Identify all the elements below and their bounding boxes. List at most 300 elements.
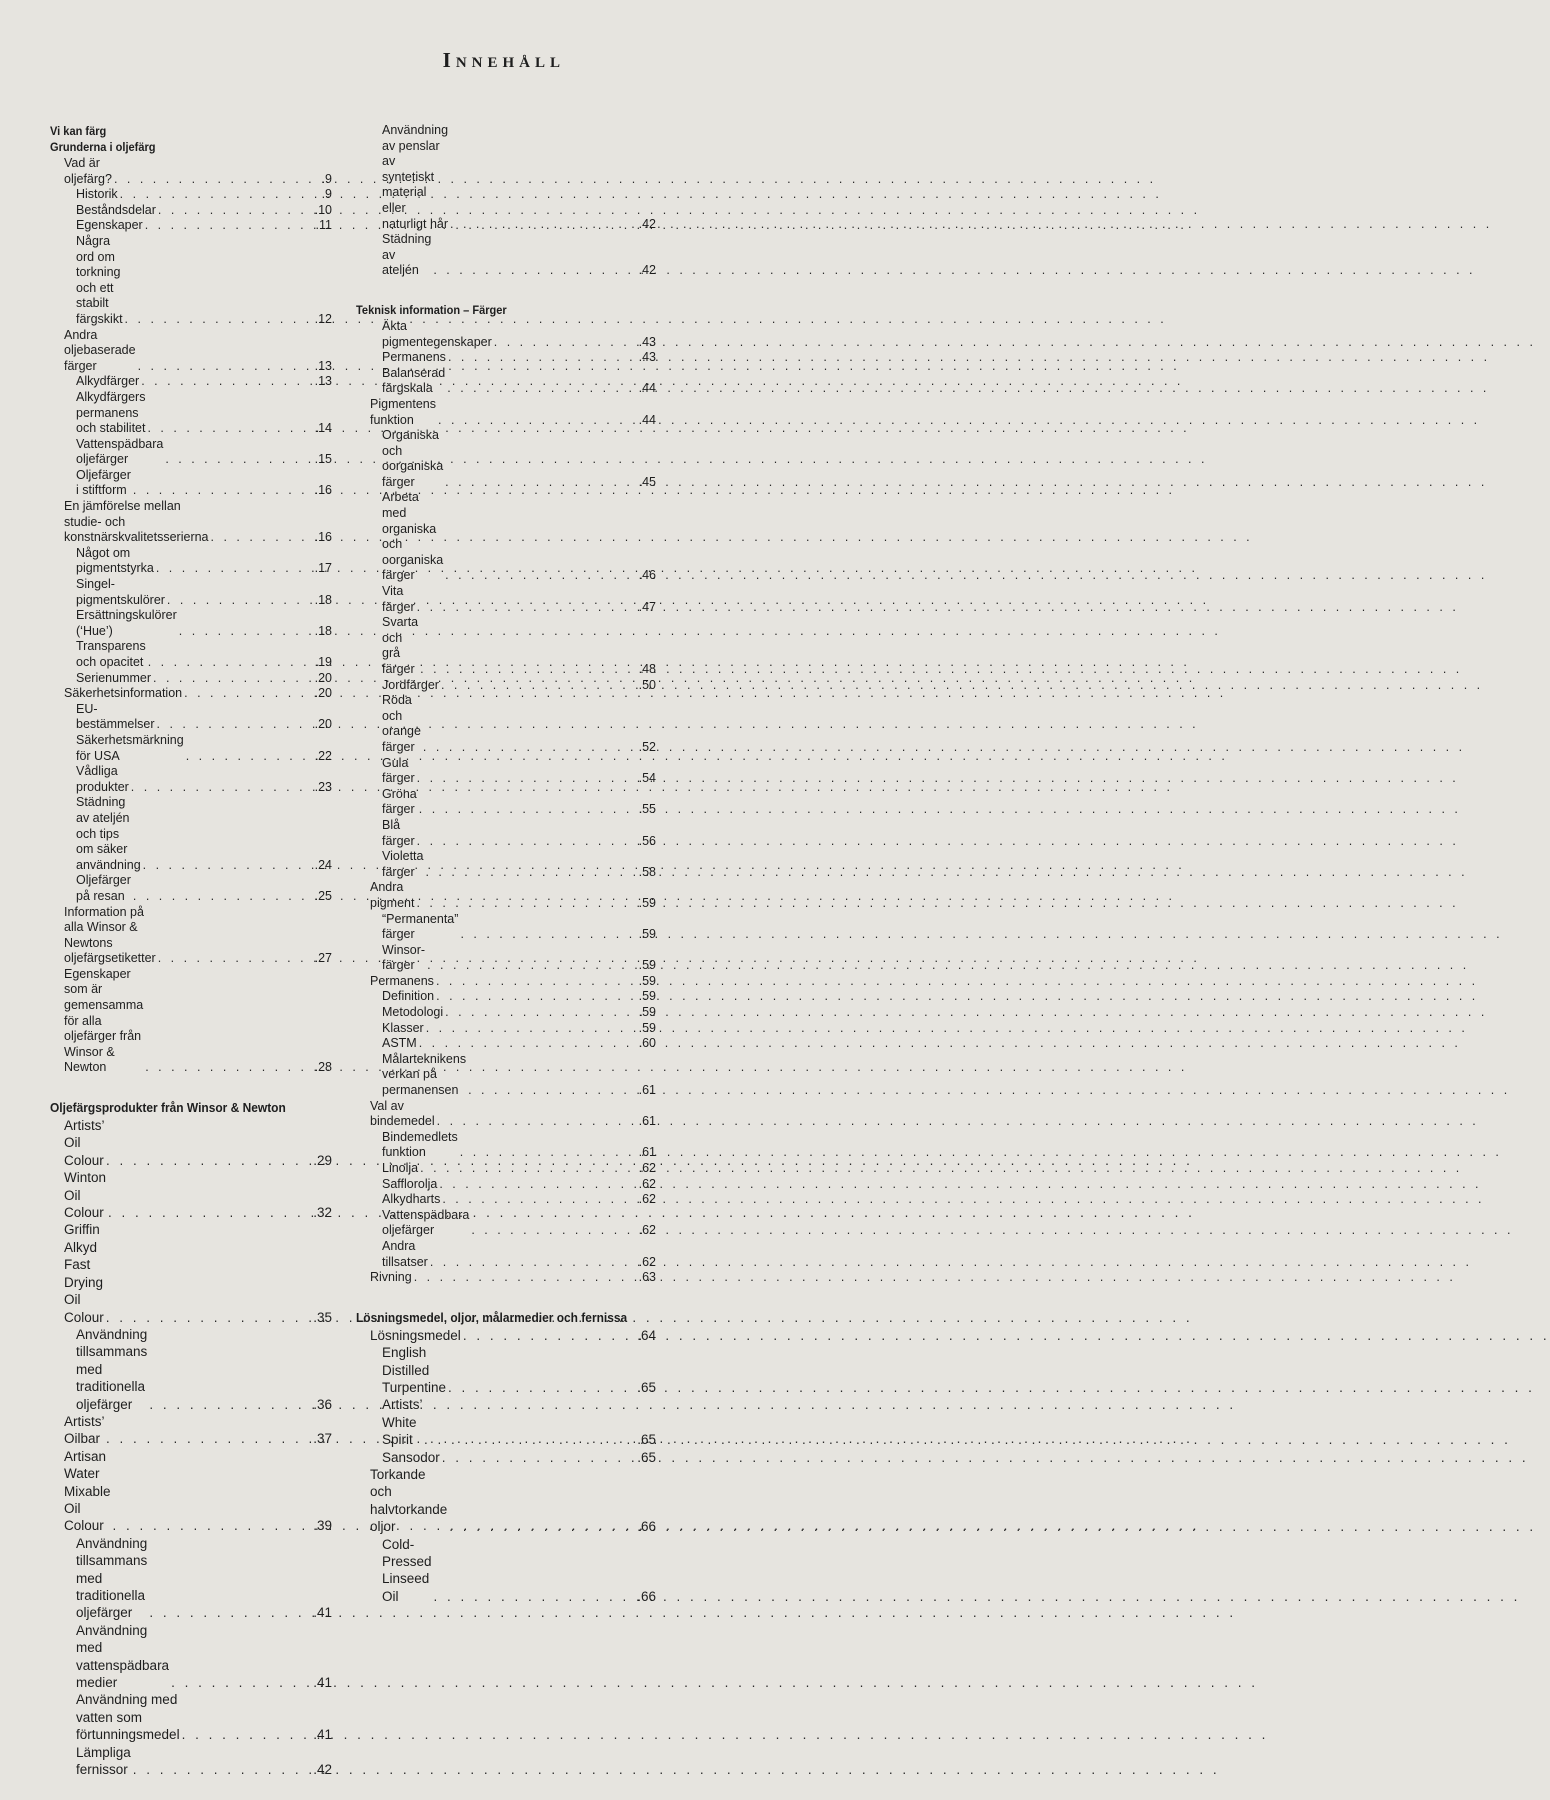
toc-entry-label: Röda och orange färger	[382, 693, 421, 754]
toc-entry-label: Definition	[382, 989, 435, 1004]
toc-entry	[50, 905, 332, 967]
leader-dots	[445, 381, 637, 397]
toc-list-basics	[50, 156, 332, 1076]
toc-entry-page: .45	[638, 474, 656, 489]
toc-entry-page: .24	[314, 857, 332, 872]
section-heading: Lösningsmedel, oljor, målarmedier och fernissa	[356, 1309, 628, 1325]
toc-entry-label: En jämförelse mellan studie- och konstnärskvalitetsserierna	[64, 499, 209, 545]
toc-entry	[50, 639, 332, 670]
toc-entry-page: .62	[638, 1254, 656, 1269]
toc-entry-label: Säkerhetsmärkning för USA	[76, 732, 184, 763]
leader-dots	[141, 858, 314, 874]
toc-entry-page: .22	[314, 748, 332, 763]
toc-entry-page: .14	[314, 421, 332, 436]
toc-entry-page: .55	[638, 802, 656, 817]
toc-entry-label: Griffin Alkyd Fast Drying Oil Colour	[64, 1222, 104, 1325]
leader-dots	[469, 1223, 637, 1239]
toc-entry	[50, 1622, 332, 1692]
toc-entry-page: .16	[314, 530, 332, 545]
leader-dots	[180, 1726, 313, 1743]
toc-entry-label: Vad är oljefärg?	[64, 156, 112, 186]
leader-dots	[184, 749, 314, 765]
leader-dots	[182, 686, 313, 702]
toc-entry-label: Ersättningskulörer (‘Hue’)	[76, 608, 177, 638]
toc-entry	[356, 943, 656, 974]
toc-entry	[356, 1327, 656, 1344]
toc-entry-page: .13	[314, 374, 332, 389]
leader-dots	[131, 889, 314, 905]
toc-list-solvents	[356, 1327, 656, 1606]
toc-entry	[356, 756, 656, 787]
toc-entry-page: .28	[314, 1060, 332, 1075]
toc-entry	[356, 974, 656, 990]
toc-entry-label: “Permanenta” färger	[382, 911, 459, 942]
leader-dots	[131, 1761, 312, 1778]
toc-entry	[356, 1239, 656, 1270]
toc-entry-page: .36	[313, 1396, 332, 1412]
leader-dots	[165, 593, 314, 609]
toc-entry-page: .32	[313, 1205, 332, 1221]
toc-entry-label: Klasser	[382, 1020, 424, 1035]
leader-dots	[424, 1021, 638, 1037]
leader-dots	[151, 671, 314, 687]
leader-dots	[446, 1379, 636, 1396]
toc-entry-page: .61	[638, 1145, 656, 1160]
toc-entry	[356, 1449, 656, 1466]
toc-entry	[50, 218, 332, 234]
leader-dots	[417, 802, 638, 818]
toc-entry-page: .43	[638, 350, 656, 365]
toc-entry-label: Vattenspädbara oljefärger	[382, 1207, 470, 1238]
toc-entry-page: .23	[314, 779, 332, 794]
toc-entry	[50, 795, 332, 873]
toc-entry-page: .62	[638, 1192, 656, 1207]
toc-entry	[50, 1326, 332, 1413]
toc-entry	[356, 849, 656, 880]
toc-entry-label: Singel-pigmentskulörer	[76, 577, 165, 607]
leader-dots	[139, 374, 313, 390]
leader-dots	[131, 483, 314, 499]
toc-entry-page: .62	[638, 1161, 656, 1175]
toc-entry	[356, 366, 656, 397]
leader-dots	[440, 1449, 636, 1466]
toc-entry-page: .16	[314, 483, 332, 498]
toc-entry-label: Metodologi	[382, 1005, 444, 1020]
toc-entry-page: .47	[638, 599, 656, 614]
toc-entry	[356, 1161, 656, 1177]
toc-entry	[356, 123, 656, 232]
leader-dots	[123, 312, 314, 328]
toc-entry-label: ASTM	[382, 1036, 417, 1051]
leader-dots	[177, 624, 314, 640]
toc-entry-page: .27	[314, 951, 332, 966]
toc-entry	[356, 678, 656, 694]
toc-entry-page: .25	[314, 888, 332, 903]
toc-entry	[50, 686, 332, 702]
toc-entry-label: Balanserad färgskala	[382, 365, 446, 396]
toc-entry-page: .17	[314, 561, 332, 576]
toc-entry	[50, 328, 332, 375]
leader-dots	[423, 865, 637, 881]
toc-entry-page: .65	[637, 1432, 656, 1448]
toc-entry-page: .59	[638, 1020, 656, 1035]
leader-dots	[437, 1177, 637, 1193]
toc-entry-page: .58	[638, 864, 656, 879]
toc-entry-label: Jordfärger	[382, 677, 439, 692]
toc-entry	[50, 187, 332, 203]
toc-entry-page: .59	[638, 989, 656, 1004]
toc-entry	[356, 1177, 656, 1193]
toc-entry-page: .61	[638, 1114, 656, 1129]
toc-entry-page: .60	[638, 1036, 656, 1051]
toc-entry	[50, 1117, 332, 1169]
toc-entry-page: .50	[638, 677, 656, 692]
leader-dots	[435, 1114, 638, 1130]
toc-entry-label: Artists’ Oil Colour	[64, 1118, 104, 1168]
toc-entry-label: Svarta och grå färger	[382, 615, 419, 676]
toc-entry	[50, 1221, 332, 1325]
toc-entry-page: .20	[314, 670, 332, 685]
toc-list-technical	[356, 319, 656, 1286]
toc-entry-label: Beståndsdelar	[76, 202, 156, 217]
toc-entry-page: .62	[638, 1223, 656, 1238]
leader-dots	[147, 1604, 312, 1621]
leader-dots	[111, 1517, 313, 1534]
toc-entry-label: Safflorolja	[382, 1176, 438, 1191]
toc-entry	[50, 608, 332, 639]
leader-dots	[104, 1430, 312, 1447]
toc-entry	[356, 912, 656, 943]
toc-entry-label: Bindemedlets funktion	[382, 1129, 458, 1160]
toc-entry-label: Violetta färger	[382, 849, 424, 879]
toc-entry	[50, 1169, 332, 1221]
toc-entry-page: .10	[314, 202, 332, 217]
leader-dots	[415, 834, 638, 850]
toc-entry-page: .59	[638, 895, 656, 910]
toc-entry-label: Permanens	[382, 350, 446, 365]
toc-entry-page: .59	[638, 1005, 656, 1020]
leader-dots	[436, 413, 638, 429]
toc-entry	[356, 693, 656, 755]
toc-entry-page: .65	[637, 1449, 656, 1465]
toc-entry-page: .66	[637, 1588, 656, 1604]
toc-entry-page: .42	[313, 1762, 332, 1778]
leader-dots	[443, 1005, 637, 1021]
toc-entry-page: .44	[638, 381, 656, 396]
toc-entry-label: Säkerhetsinformation	[64, 686, 183, 701]
leader-dots	[154, 561, 314, 577]
toc-entry-label: Något om pigmentstyrka	[76, 545, 154, 576]
toc-entry-page: .59	[638, 958, 656, 973]
leader-dots	[418, 662, 637, 678]
leader-dots	[156, 203, 314, 219]
toc-entry-label: Vattenspädbara oljefärger	[76, 436, 164, 467]
toc-entry	[356, 428, 656, 490]
toc-entry	[50, 1535, 332, 1622]
toc-entry-label: Serienummer	[76, 670, 152, 685]
toc-entry	[356, 584, 656, 615]
toc-entry-page: .18	[314, 623, 332, 638]
leader-dots	[425, 958, 638, 974]
toc-entry	[356, 1270, 656, 1286]
toc-entry	[356, 232, 656, 279]
toc-entry-label: Oljefärger i stiftform	[76, 467, 131, 498]
toc-entry	[356, 1021, 656, 1037]
toc-list-continued	[356, 123, 656, 279]
toc-entry	[50, 234, 332, 328]
toc-entry-label: Äkta pigmentegenskaper	[382, 318, 492, 349]
toc-entry-label: Egenskaper	[76, 218, 143, 233]
toc-entry-page: .65	[637, 1379, 656, 1395]
toc-entry-label: Gula färger	[382, 755, 415, 786]
toc-entry-page: .11	[315, 218, 332, 233]
toc-entry-label: Winsor-färger	[382, 942, 426, 973]
toc-entry-page: .20	[314, 717, 332, 732]
toc-entry	[50, 468, 332, 499]
toc-entry-page: .59	[638, 927, 656, 942]
toc-entry	[50, 203, 332, 219]
toc-entry	[356, 397, 656, 428]
leader-dots	[145, 421, 313, 437]
leader-dots	[422, 1431, 636, 1448]
leader-dots	[414, 896, 637, 912]
toc-entry-page: .9	[321, 171, 332, 186]
toc-entry	[50, 733, 332, 764]
toc-entry-page: .37	[313, 1431, 332, 1447]
toc-entry-page: .63	[638, 1270, 656, 1285]
leader-dots	[418, 1161, 637, 1177]
toc-entry-label: Sansodor	[382, 1449, 440, 1465]
toc-entry-page: .13	[314, 358, 332, 373]
toc-entry	[356, 880, 656, 911]
leader-dots	[143, 218, 315, 234]
toc-entry-page: .59	[638, 973, 656, 988]
toc-entry-label: Artisan Water Mixable Oil Colour	[64, 1448, 111, 1534]
toc-entry	[50, 156, 332, 187]
leader-dots	[432, 1588, 637, 1605]
toc-entry	[356, 1208, 656, 1239]
leader-dots	[421, 740, 638, 756]
page-title: Innehåll	[442, 48, 565, 72]
toc-entry-label: Användning med vattenspädbara medier	[76, 1622, 170, 1691]
toc-entry-label: Målarteknikens verkan på permanensen	[382, 1051, 467, 1098]
toc-entry	[50, 390, 332, 437]
toc-entry	[50, 546, 332, 577]
toc-left-column	[50, 124, 332, 1778]
toc-entry-label: Andra oljebaserade färger	[64, 327, 136, 373]
toc-entry	[356, 1192, 656, 1208]
leader-dots	[446, 350, 638, 366]
toc-entry-label: Användning av penslar av syntetiskt material eller naturligt hår	[382, 123, 449, 231]
toc-entry-label: Städning av ateljén och tips om säker användning	[76, 795, 141, 872]
toc-list-products	[50, 1117, 332, 1778]
toc-entry-page: .20	[314, 686, 332, 701]
leader-dots	[104, 1309, 312, 1326]
toc-entry	[356, 1466, 656, 1536]
toc-entry	[356, 319, 656, 350]
toc-entry-page: .62	[638, 1176, 656, 1191]
leader-dots	[155, 717, 314, 733]
toc-entry	[50, 374, 332, 390]
toc-entry-label: Användning tillsammans med traditionella oljefärger	[76, 1326, 148, 1412]
leader-dots	[104, 1152, 312, 1169]
toc-entry-label: Egenskaper som är gemensamma för alla oljefärger från Winsor & Newton	[64, 966, 144, 1075]
toc-entry-label: Lösningsmedel	[370, 1327, 461, 1343]
toc-entry-label: Transparens och opacitet	[76, 639, 146, 669]
toc-entry-page: .64	[637, 1327, 656, 1343]
leader-dots	[118, 187, 321, 203]
leader-dots	[461, 1327, 636, 1344]
toc-entry-page: .42	[638, 263, 656, 278]
toc-entry	[50, 764, 332, 795]
leader-dots	[169, 1674, 312, 1691]
toc-entry-page: .66	[637, 1519, 656, 1535]
toc-entry	[356, 615, 656, 677]
toc-entry-label: Oljefärger på resan	[76, 873, 131, 903]
toc-entry-label: Alkydfärgers permanens och stabilitet	[76, 389, 146, 436]
leader-dots	[147, 1396, 312, 1413]
toc-entry-label: Arbeta med organiska och oorganiska färger	[382, 490, 444, 583]
leader-dots	[443, 475, 637, 491]
toc-entry	[356, 989, 656, 1005]
leader-dots	[163, 452, 313, 468]
leader-dots	[106, 1204, 312, 1221]
leader-dots	[466, 1083, 638, 1099]
toc-entry-label: Cold-Pressed Linseed Oil	[382, 1536, 432, 1604]
leader-dots	[447, 1518, 636, 1535]
toc-entry-label: Organiska och oorganiska färger	[382, 428, 444, 489]
toc-entry	[50, 1448, 332, 1535]
leader-dots	[129, 780, 314, 796]
toc-entry-page: .48	[638, 662, 656, 676]
toc-entry-label: Städning av ateljén	[382, 232, 432, 278]
toc-entry-page: .39	[313, 1518, 332, 1534]
toc-entry	[356, 1130, 656, 1161]
leader-dots	[417, 1036, 638, 1052]
toc-entry	[356, 1099, 656, 1130]
leader-dots	[458, 1145, 638, 1161]
toc-entry	[50, 671, 332, 687]
toc-entry-label: Torkande och halvtorkande oljor	[370, 1467, 448, 1535]
toc-entry	[356, 1396, 656, 1448]
toc-entry	[50, 702, 332, 733]
toc-entry	[356, 1344, 656, 1396]
leader-dots	[209, 530, 314, 546]
toc-entry-label: Pigmentens funktion	[370, 396, 437, 427]
leader-dots	[112, 172, 321, 188]
toc-entry-label: Linolja	[382, 1161, 419, 1175]
leader-dots	[434, 989, 637, 1005]
toc-entry	[356, 350, 656, 366]
toc-entry-page: .44	[638, 412, 656, 427]
toc-entry-label: Några ord om torkning och ett stabilt färgskikt	[76, 233, 123, 326]
leader-dots	[415, 771, 638, 787]
toc-entry-page: .41	[313, 1727, 332, 1743]
toc-entry-page: .18	[314, 592, 332, 607]
toc-entry-label: Val av bindemedel	[370, 1098, 435, 1129]
toc-entry	[50, 1413, 332, 1448]
toc-entry-label: Gröna färger	[382, 786, 417, 817]
toc-entry	[50, 873, 332, 904]
leader-dots	[136, 359, 314, 375]
toc-entry	[356, 1536, 656, 1606]
toc-entry-page: .15	[314, 452, 332, 467]
toc-entry	[50, 1691, 332, 1743]
toc-entry-page: .41	[313, 1605, 332, 1621]
toc-entry-label: Information på alla Winsor & Newtons oljefärgsetiketter	[64, 904, 156, 966]
toc-entry-page: .41	[313, 1675, 332, 1691]
toc-entry-page: .54	[638, 771, 656, 786]
toc-entry-page: .43	[638, 334, 656, 349]
toc-entry-label: Användning tillsammans med traditionella oljefärger	[76, 1535, 148, 1621]
toc-entry-page: .42	[638, 216, 656, 231]
leader-dots	[458, 927, 637, 943]
toc-entry-label: Artists’ White Spirit	[382, 1397, 422, 1448]
leader-dots	[439, 678, 638, 694]
section-heading: Vi kan färg	[50, 124, 107, 138]
toc-entry-label: EU-bestämmelser	[76, 701, 155, 732]
leader-dots	[415, 600, 638, 616]
toc-entry	[50, 499, 332, 546]
toc-entry-label: English Distilled Turpentine	[382, 1345, 447, 1395]
toc-entry-page: .12	[314, 311, 332, 326]
toc-entry	[50, 577, 332, 608]
toc-entry	[50, 437, 332, 468]
toc-right-column	[356, 123, 656, 1605]
toc-entry-page: .35	[313, 1309, 332, 1325]
leader-dots	[428, 1255, 638, 1271]
toc-entry-label: Andra tillsatser	[382, 1238, 428, 1269]
toc-entry-page: .52	[638, 739, 656, 754]
toc-entry	[50, 967, 332, 1076]
section-heading: Oljefärgsprodukter från Winsor & Newton	[50, 1100, 286, 1116]
toc-entry-label: Historik	[76, 187, 118, 202]
section-subheading: Grunderna i oljefärg	[50, 140, 156, 154]
toc-entry-page: .29	[313, 1152, 332, 1168]
leader-dots	[448, 217, 638, 233]
toc-entry-label: Andra pigment	[370, 880, 415, 910]
toc-entry-page: .19	[314, 655, 332, 669]
toc-entry	[356, 490, 656, 584]
toc-entry-page: .56	[638, 833, 656, 848]
leader-dots	[492, 335, 638, 351]
toc-entry	[356, 1005, 656, 1021]
toc-entry-page: .46	[638, 568, 656, 583]
leader-dots	[431, 263, 637, 279]
toc-entry-label: Artists’ Oilbar	[64, 1413, 104, 1447]
toc-entry	[356, 787, 656, 818]
toc-entry-label: Alkydfärger	[76, 374, 140, 389]
toc-entry-page: .61	[638, 1083, 656, 1098]
toc-entry-label: Användning med vatten som förtunningsmedel	[76, 1692, 180, 1743]
leader-dots	[143, 1060, 313, 1076]
toc-entry-label: Lämpliga fernissor	[76, 1744, 131, 1778]
toc-entry-label: Vådliga produkter	[76, 764, 129, 794]
toc-entry-label: Rivning	[370, 1270, 412, 1285]
leader-dots	[146, 655, 314, 671]
toc-entry-label: Alkydharts	[382, 1192, 441, 1207]
toc-entry-label: Vita färger	[382, 584, 415, 614]
toc-entry	[356, 1036, 656, 1052]
leader-dots	[156, 951, 314, 967]
leader-dots	[434, 974, 638, 990]
toc-entry-page: .9	[321, 187, 332, 202]
toc-entry-label: Winton Oil Colour	[64, 1170, 107, 1221]
leader-dots	[440, 1192, 637, 1208]
toc-entry	[356, 818, 656, 849]
section-heading: Teknisk information – Färger	[356, 302, 507, 317]
leader-dots	[412, 1270, 638, 1286]
